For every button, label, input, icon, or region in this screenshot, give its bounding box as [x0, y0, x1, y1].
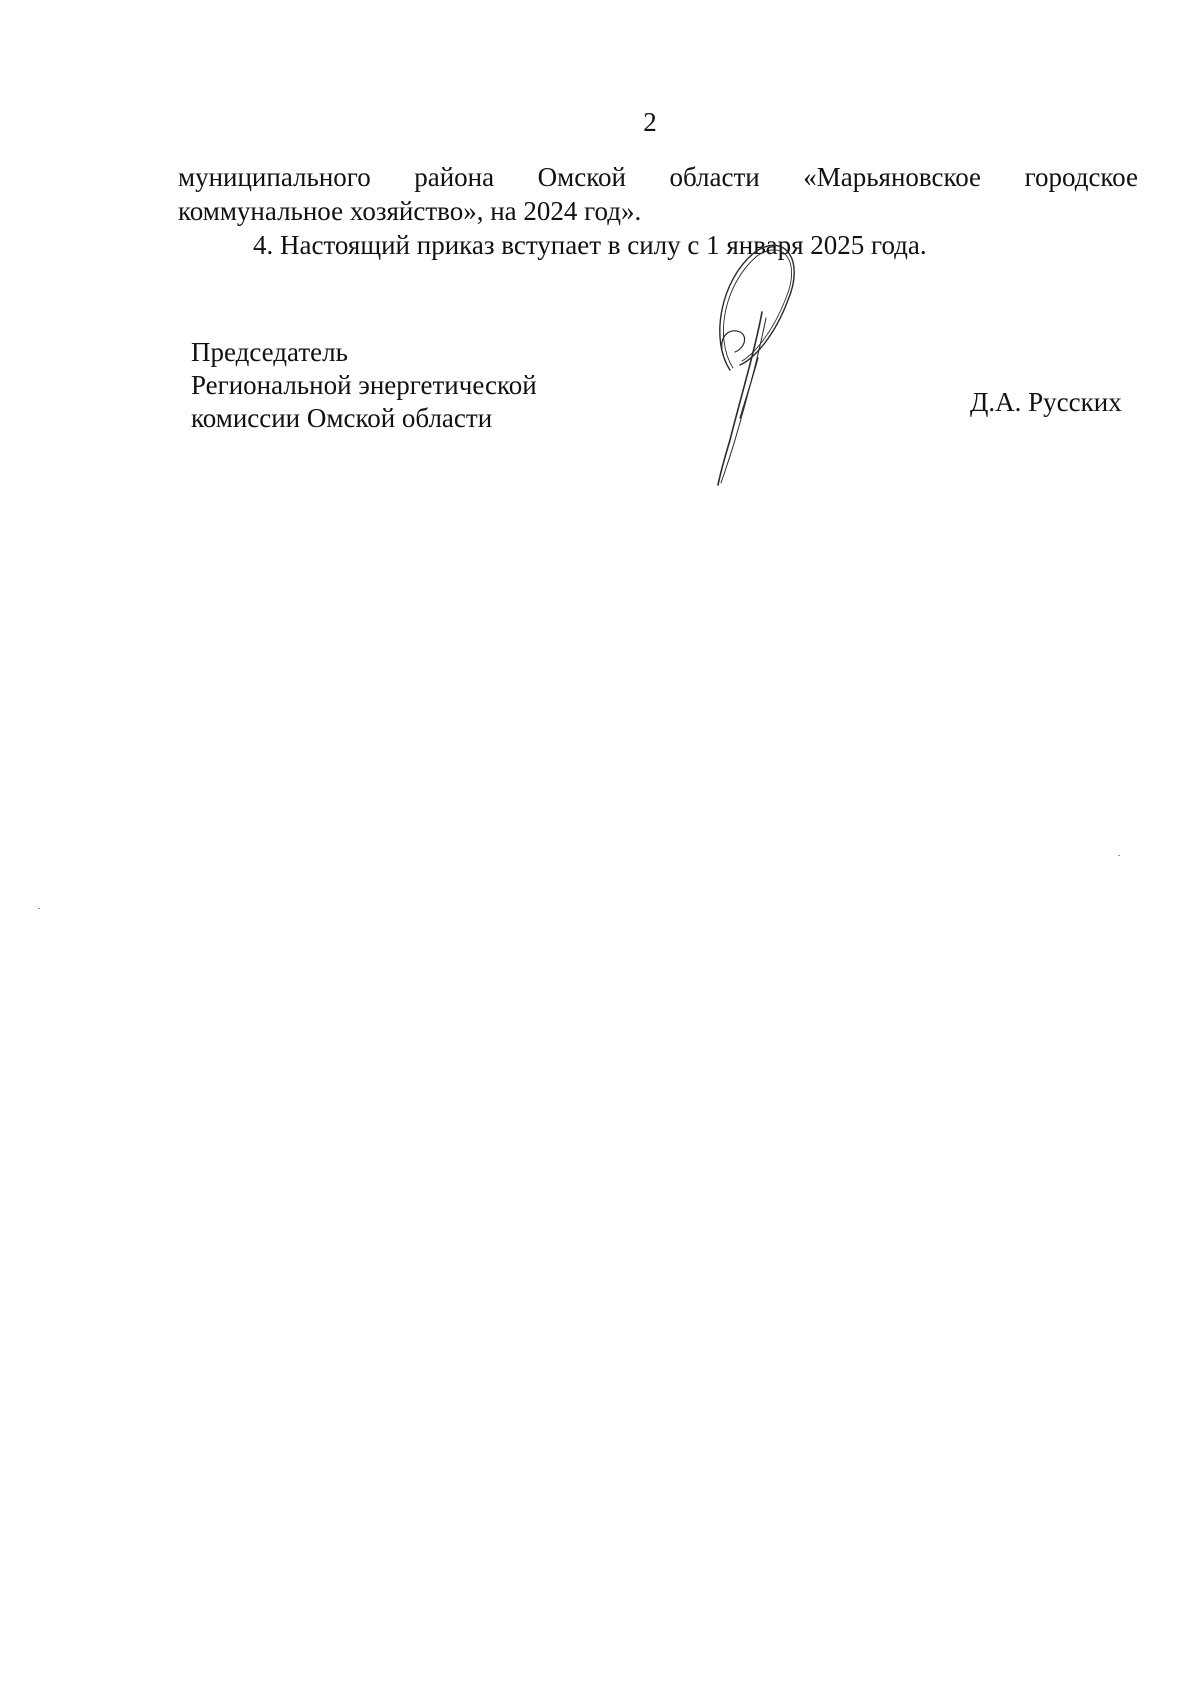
paragraph-continued-line-1: муниципального района Омской области «Марьяновское городское — [178, 162, 1138, 192]
signatory-position-line-2: Региональной энергетической — [191, 370, 537, 400]
signatory-position-line-3: комиссии Омской области — [191, 403, 493, 433]
paragraph-continued-line-2: коммунальное хозяйство», на 2024 год». — [178, 196, 642, 226]
scan-speck — [1118, 855, 1120, 856]
handwritten-signature — [700, 240, 840, 490]
document-body — [178, 160, 1138, 262]
paragraph-4: 4. Настоящий приказ вступает в силу с 1 января 2025 года. — [253, 230, 927, 260]
scan-speck — [38, 908, 40, 909]
signatory-position-line-1: Председатель — [191, 337, 348, 367]
signatory-position — [191, 336, 537, 435]
page-number: 2 — [643, 107, 657, 137]
signatory-name: Д.А. Русских — [970, 387, 1122, 417]
